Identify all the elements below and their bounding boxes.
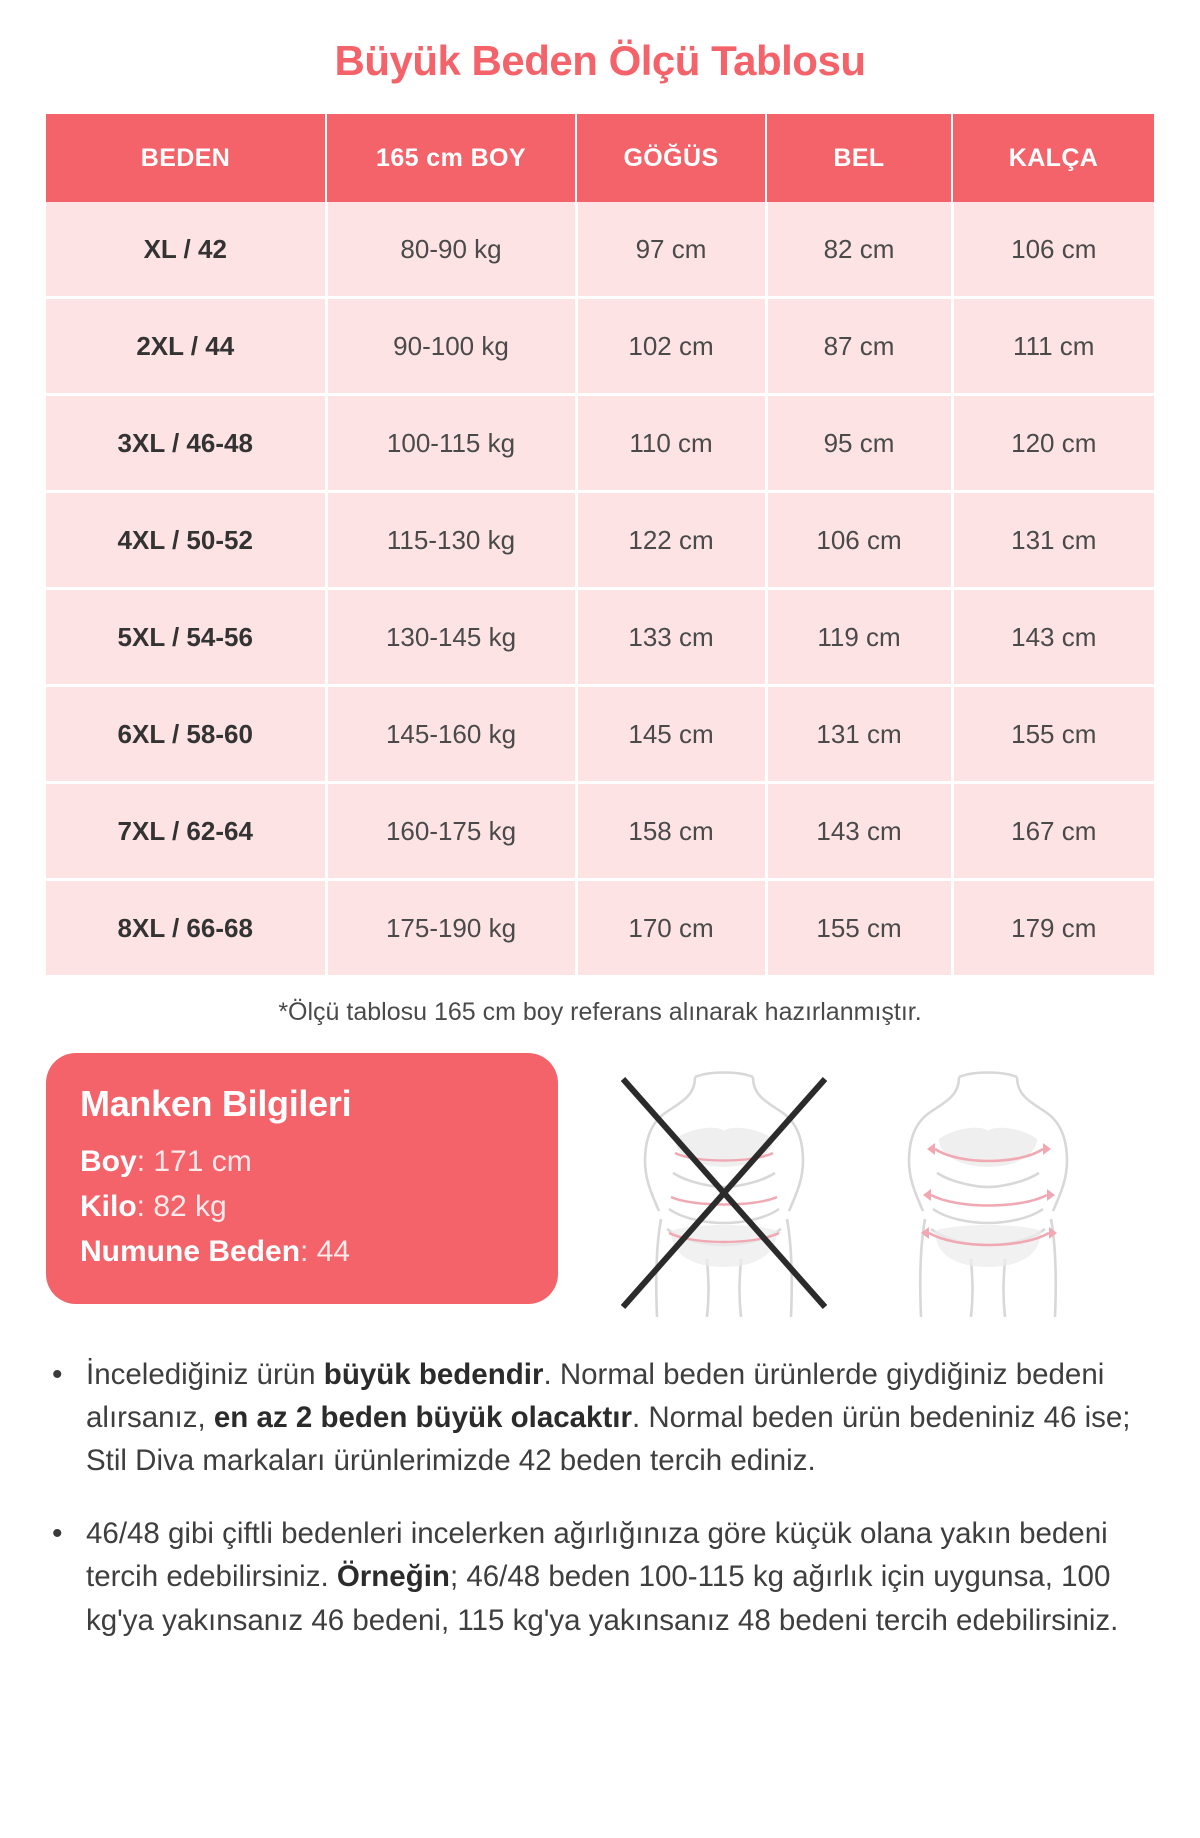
cell-waist: 131 cm: [766, 686, 952, 783]
model-sample-size-sep: :: [300, 1235, 317, 1269]
model-info-heading: Manken Bilgileri: [80, 1083, 352, 1125]
cross-out-icon: [623, 1079, 825, 1307]
list-item: [46, 1353, 1154, 1482]
female-body-outline-icon: [609, 1069, 839, 1319]
table-row: [46, 686, 1154, 783]
model-weight-row: [80, 1184, 524, 1229]
table-header-row: [46, 114, 1154, 202]
cell-waist: 155 cm: [766, 880, 952, 977]
model-height-value: 171 cm: [153, 1145, 252, 1179]
cell-waist: 82 cm: [766, 202, 952, 298]
bullet-text-strong: büyük bedendir: [323, 1358, 544, 1392]
measurement-figures: [558, 1053, 1154, 1319]
bullet-text-strong: en az 2 beden büyük olacaktır: [213, 1401, 632, 1435]
cell-size: XL / 42: [46, 202, 326, 298]
cell-bust: 145 cm: [576, 686, 766, 783]
size-table-wrapper: [46, 114, 1154, 1027]
cell-hip: 167 cm: [952, 783, 1154, 880]
female-body-outline-icon: [873, 1069, 1103, 1319]
cell-size: 7XL / 62-64: [46, 783, 326, 880]
table-row: [46, 589, 1154, 686]
table-header-kalca: KALÇA: [952, 114, 1154, 202]
cell-size: 2XL / 44: [46, 298, 326, 395]
page-title: Büyük Beden Ölçü Tablosu: [334, 37, 866, 84]
cell-waist: 95 cm: [766, 395, 952, 492]
model-height-label: Boy: [80, 1145, 137, 1179]
cell-hip: 143 cm: [952, 589, 1154, 686]
wrong-measure-figure: [609, 1069, 839, 1319]
table-row: [46, 880, 1154, 977]
cell-weight: 100-115 kg: [326, 395, 576, 492]
table-header-boy: 165 cm BOY: [326, 114, 576, 202]
bullet-marker: •: [52, 1358, 63, 1392]
table-row: [46, 492, 1154, 589]
cell-bust: 170 cm: [576, 880, 766, 977]
model-info-card: [46, 1053, 558, 1304]
table-row: [46, 783, 1154, 880]
cell-weight: 130-145 kg: [326, 589, 576, 686]
bullet-text-part: 46/48 gibi çiftli bedenleri incelerken ağırlığınıza göre küçük olana yakın bedeni tercih edebilirsiniz.: [86, 1517, 1108, 1594]
cell-bust: 133 cm: [576, 589, 766, 686]
cell-waist: 106 cm: [766, 492, 952, 589]
cell-waist: 119 cm: [766, 589, 952, 686]
cell-size: 5XL / 54-56: [46, 589, 326, 686]
model-height-sep: :: [136, 1145, 154, 1179]
cell-weight: 80-90 kg: [326, 202, 576, 298]
cell-hip: 111 cm: [952, 298, 1154, 395]
cell-weight: 90-100 kg: [326, 298, 576, 395]
table-header-gogus: GÖĞÜS: [576, 114, 766, 202]
cell-weight: 160-175 kg: [326, 783, 576, 880]
cell-bust: 97 cm: [576, 202, 766, 298]
bullet-text-part: ; 46/48 beden 100-115 kg ağırlık için uygunsa, 100 kg'ya yakınsanız 46 bedeni, 115 kg'ya yakınsanız 48 bedeni tercih edebilirsiniz.: [86, 1560, 1119, 1637]
cell-hip: 106 cm: [952, 202, 1154, 298]
bullet-text-part: . Normal beden ürünlerde giydiğiniz bedeni alırsanız,: [86, 1358, 1105, 1435]
model-weight-value: 82 kg: [153, 1190, 227, 1224]
cell-weight: 115-130 kg: [326, 492, 576, 589]
model-weight-sep: :: [136, 1190, 154, 1224]
cell-hip: 155 cm: [952, 686, 1154, 783]
cell-bust: 102 cm: [576, 298, 766, 395]
cell-waist: 143 cm: [766, 783, 952, 880]
model-sample-size-value: 44: [316, 1235, 351, 1269]
cell-size: 8XL / 66-68: [46, 880, 326, 977]
cell-bust: 122 cm: [576, 492, 766, 589]
cell-bust: 158 cm: [576, 783, 766, 880]
table-row: [46, 202, 1154, 298]
table-header-bel: BEL: [766, 114, 952, 202]
cell-size: 6XL / 58-60: [46, 686, 326, 783]
bullet-text: [86, 1353, 1154, 1482]
model-and-figures-row: [46, 1053, 1154, 1319]
model-sample-size-label: Numune Beden: [80, 1235, 301, 1269]
bullet-text: [86, 1512, 1154, 1641]
notes-list: [46, 1353, 1154, 1641]
bullet-text-strong: Örneğin: [336, 1560, 450, 1594]
cell-hip: 179 cm: [952, 880, 1154, 977]
table-header-beden: BEDEN: [46, 114, 326, 202]
list-item: [46, 1512, 1154, 1641]
table-row: [46, 298, 1154, 395]
model-sample-size-row: [80, 1229, 524, 1274]
correct-measure-figure: [873, 1069, 1103, 1319]
cell-size: 4XL / 50-52: [46, 492, 326, 589]
bullet-marker: •: [52, 1517, 63, 1551]
model-weight-label: Kilo: [80, 1190, 137, 1224]
cell-weight: 175-190 kg: [326, 880, 576, 977]
cell-hip: 131 cm: [952, 492, 1154, 589]
model-height-row: [80, 1139, 524, 1184]
table-footnote: *Ölçü tablosu 165 cm boy referans alınarak hazırlanmıştır.: [278, 998, 922, 1027]
cell-size: 3XL / 46-48: [46, 395, 326, 492]
cell-bust: 110 cm: [576, 395, 766, 492]
cell-hip: 120 cm: [952, 395, 1154, 492]
cell-waist: 87 cm: [766, 298, 952, 395]
bullet-text-part: İncelediğiniz ürün: [86, 1358, 324, 1392]
size-chart-page: [0, 38, 1200, 1838]
cell-weight: 145-160 kg: [326, 686, 576, 783]
bullet-text-part: . Normal beden ürün bedeniniz 46 ise; Stil Diva markaları ürünlerimizde 42 beden tercih ediniz.: [86, 1401, 1131, 1478]
table-row: [46, 395, 1154, 492]
size-table: [46, 114, 1154, 978]
